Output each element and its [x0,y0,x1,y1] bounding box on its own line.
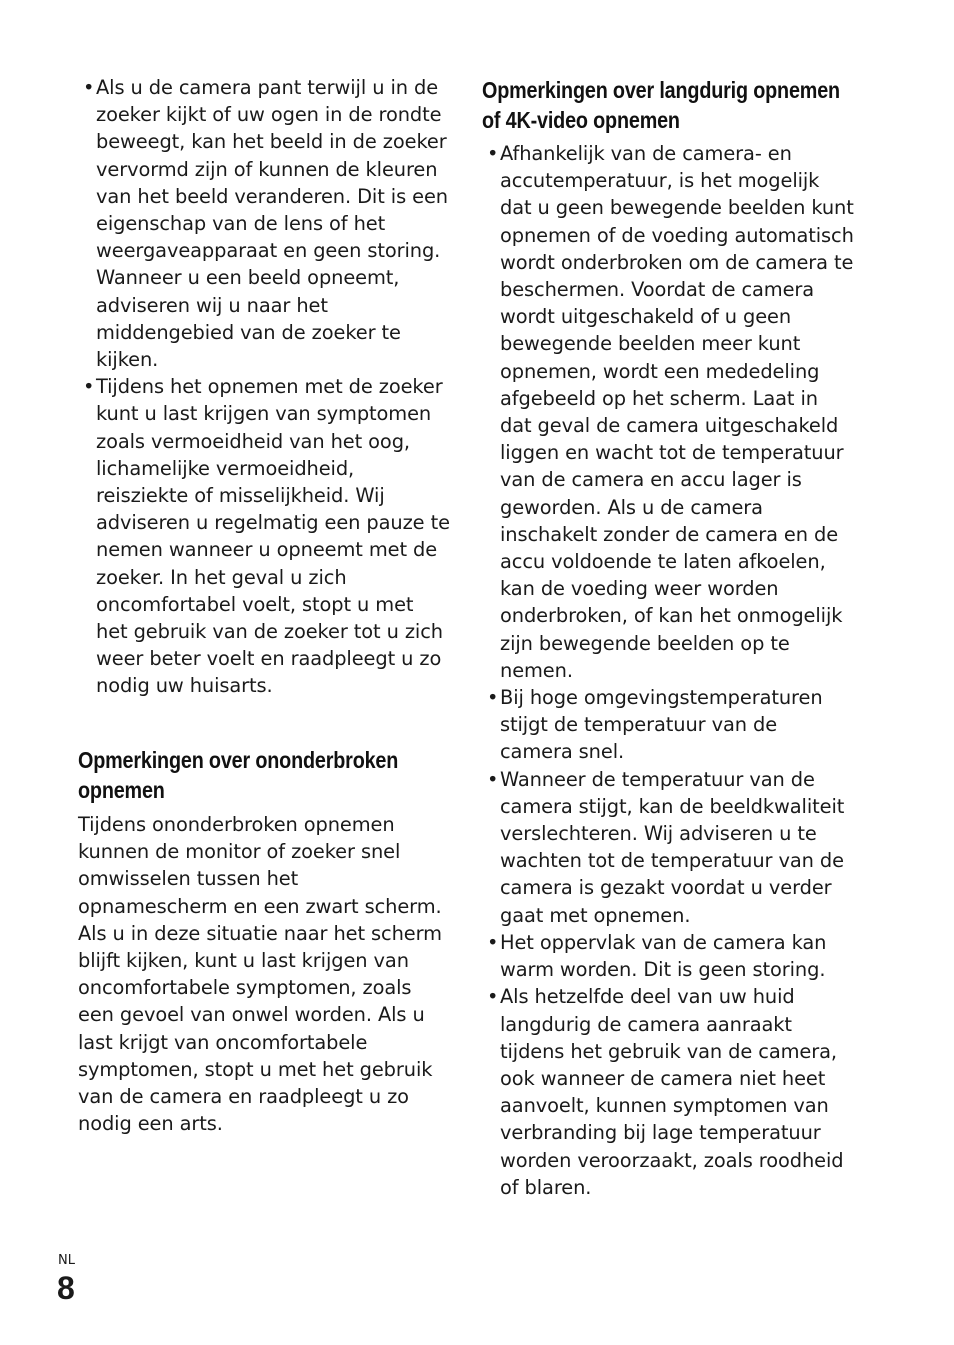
list-item [482,766,854,929]
list-item-text: Als hetzelfde deel van uw huid langdurig de camera aanraakt tijdens het gebruik van de camera, ook wanneer de camera niet heet aanvoelt, kunnen symptomen van verbranding bij lage temperatuur worden veroorzaakt, zoals roodheid of blaren. [500,985,844,1199]
list-item [482,684,854,766]
section-heading-long-recording [482,75,854,135]
paragraph-continuous-recording: Tijdens ononderbroken opnemen kunnen de monitor of zoeker snel omwisselen tussen het opnamescherm en een zwart scherm. Als u in deze situatie naar het scherm blijft kijken, kunt u last krijgen van oncomfortabele symptomen, zoals een gevoel van onwel worden. Als u last krijgt van oncomfortabele symptomen, stopt u met het gebruik van de camera en raadpleegt u zo nodig een arts. [78,813,442,1136]
list-item-text: Als u de camera pant terwijl u in de zoeker kijkt of uw ogen in de rondte beweegt, kan het beeld in de zoeker vervormd zijn of kunnen de kleuren van het beeld veranderen. Dit is een eigenschap van de lens of het weergaveapparaat en geen storing. Wanneer u een beeld opneemt, adviseren wij u naar het middengebied van de zoeker te kijken. [96,76,448,372]
list-item-text: Het oppervlak van de camera kan warm worden. Dit is geen storing. [500,930,827,982]
list-item [482,140,854,684]
list-item [78,373,450,699]
page-number: 8 [57,1270,75,1306]
list-item [78,74,450,373]
bullet-mark: • [487,930,499,954]
left-bullet-list [78,74,450,700]
list-item [482,983,854,1201]
right-bullet-list [482,140,854,1201]
heading-text: Opmerkingen over langdurig opnemen of 4K-video opnemen [482,77,840,133]
bullet-mark: • [487,767,499,791]
page-language-label: NL [58,1253,75,1268]
bullet-mark: • [83,375,95,399]
list-item-text: Wanneer de temperatuur van de camera stijgt, kan de beeldkwaliteit verslechteren. Wij adviseren u te wachten tot de temperatuur van de camera is gezakt voordat u verder gaat met opnemen. [500,767,845,927]
list-item-text: Bij hoge omgevingstemperaturen stijgt de temperatuur van de camera snel. [500,686,823,764]
bullet-mark: • [487,985,499,1009]
heading-text: Opmerkingen over ononderbroken opnemen [78,747,399,803]
list-item [482,929,854,983]
section-heading-continuous-recording [78,745,450,805]
list-item-text: Afhankelijk van de camera- en accutemperatuur, is het mogelijk dat u geen bewegende beelden kunt opnemen of de voeding automatisch wordt onderbroken om de camera te beschermen. Voordat de camera wordt uitgeschakeld of u geen bewegende beelden meer kunt opnemen, wordt een mededeling afgebeeld op het scherm. Laat in dat geval de camera uitgeschakeld liggen en wacht tot de temperatuur van de camera en accu lager is geworden. Als u de camera inschakelt zonder de camera en de accu voldoende te laten afkoelen, kan de voeding weer worden onderbroken, of kan het onmogelijk zijn bewegende beelden op te nemen. [500,142,854,682]
bullet-mark: • [83,76,95,99]
bullet-mark: • [487,686,499,710]
list-item-text: Tijdens het opnemen met de zoeker kunt u last krijgen van symptomen zoals vermoeidheid van het oog, lichamelijke vermoeidheid, reisziekte of misselijkheid. Wij adviseren u regelmatig een pauze te nemen wanneer u opneemt met de zoeker. In het geval u zich oncomfortabel voelt, stopt u met het gebruik van de zoeker tot u zich weer beter voelt en raadpleegt u zo nodig uw huisarts. [96,375,450,698]
bullet-mark: • [487,142,499,165]
